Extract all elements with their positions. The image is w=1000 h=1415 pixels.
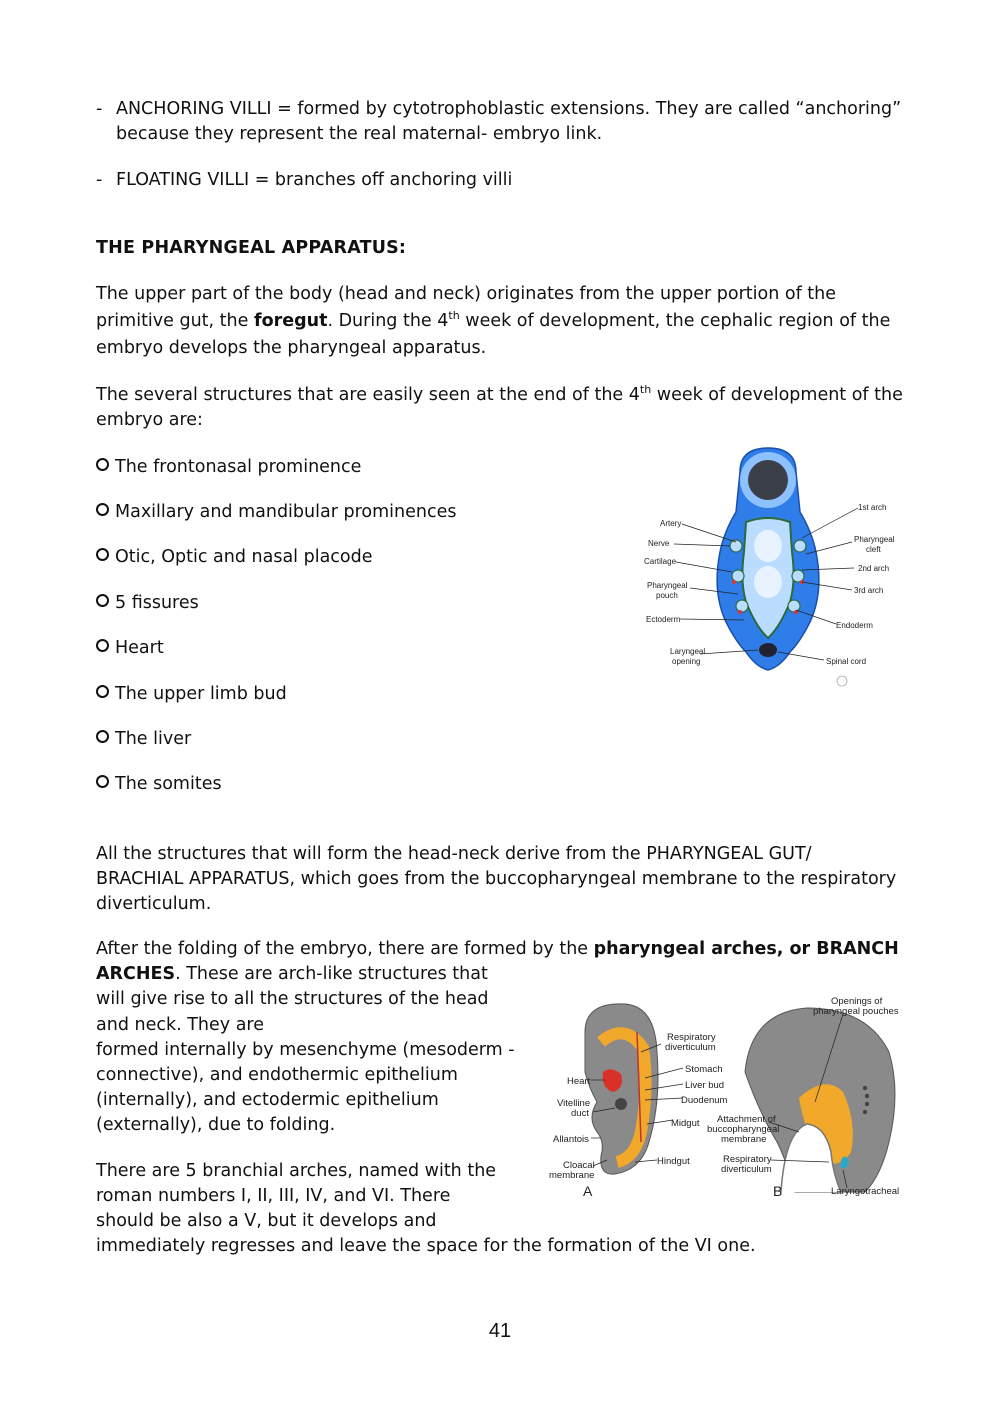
label-vitelline-2: duct bbox=[571, 1108, 589, 1119]
label-hindgut: Hindgut bbox=[657, 1156, 690, 1167]
label-openings-2: pharyngeal pouches bbox=[813, 1006, 899, 1017]
label-attachment: Attachment of bbox=[717, 1114, 776, 1125]
label-vitelline: Vitelline bbox=[557, 1098, 591, 1109]
label-liver-bud: Liver bud bbox=[685, 1080, 725, 1091]
label-respiratory-diverticulum-b: Respiratory bbox=[723, 1154, 772, 1165]
dash-marker: - bbox=[96, 170, 103, 190]
embryo-folding-figure bbox=[545, 992, 905, 1202]
p4-line8: (externally), due to folding. bbox=[96, 1115, 336, 1135]
circle-bullet-icon bbox=[96, 775, 109, 788]
label-heart: Heart bbox=[567, 1076, 591, 1087]
label-cloacal-2: membrane bbox=[549, 1170, 595, 1181]
label-laryngeal-2: opening bbox=[672, 657, 701, 666]
label-cartilage: Cartilage bbox=[644, 557, 677, 566]
p1-line2: primitive gut, the foregut. During the 4th week of development, the cephalic region of the bbox=[96, 309, 891, 331]
p5-line3: should be also a V, but it develops and bbox=[96, 1211, 437, 1231]
pharyngeal-arches-term: pharyngeal arches, or BRANCH bbox=[593, 939, 899, 959]
circle-bullet-icon bbox=[96, 685, 109, 698]
neural-lumen bbox=[748, 460, 788, 500]
bullet-item: The frontonasal prominence bbox=[96, 455, 361, 480]
bullet-item: The liver bbox=[96, 727, 191, 752]
section-heading: THE PHARYNGEAL APPARATUS: bbox=[96, 238, 407, 258]
pharyngeal-arches-diagram bbox=[640, 442, 906, 690]
label-panel-b: B bbox=[773, 1183, 783, 1199]
label-laryngeal: Laryngeal bbox=[670, 647, 706, 656]
p5-line4: immediately regresses and leave the space for the formation of the VI one. bbox=[96, 1236, 756, 1256]
pharyngeal-arches-figure bbox=[640, 442, 906, 690]
bullet-item: The somites bbox=[96, 772, 222, 797]
label-laryngotracheal: Laryngotracheal bbox=[831, 1186, 900, 1197]
circle-bullet-icon bbox=[96, 503, 109, 516]
p2-line2: embryo are: bbox=[96, 410, 203, 430]
bullet-item: Otic, Optic and nasal placode bbox=[96, 545, 373, 570]
label-cloacal: Cloacal bbox=[563, 1160, 595, 1171]
label-panel-a: A bbox=[583, 1183, 593, 1199]
p4-line3: will give rise to all the structures of the head bbox=[96, 989, 489, 1009]
label-nerve: Nerve bbox=[648, 539, 670, 548]
circle-bullet-icon bbox=[96, 730, 109, 743]
label-spinal-cord: Spinal cord bbox=[826, 657, 867, 666]
label-cleft-2: cleft bbox=[866, 545, 881, 554]
spinal-cord-shape bbox=[759, 643, 777, 657]
anchoring-villi-item bbox=[96, 97, 916, 147]
label-artery: Artery bbox=[660, 519, 682, 528]
floating-villi-text: FLOATING VILLI = branches off anchoring villi bbox=[116, 170, 513, 190]
label-cleft: Pharyngeal bbox=[854, 535, 895, 544]
label-respiratory-diverticulum-2: diverticulum bbox=[665, 1042, 716, 1053]
bullet-item: Heart bbox=[96, 636, 164, 661]
p4-line6: connective), and endothermic epithelium bbox=[96, 1065, 458, 1085]
floating-villi-item bbox=[96, 168, 916, 193]
p3-line3: diverticulum. bbox=[96, 894, 212, 914]
bullet-item: The upper limb bud bbox=[96, 682, 287, 707]
bullet-item: Maxillary and mandibular prominences bbox=[96, 500, 456, 525]
label-pharyngeal-pouch: Pharyngeal bbox=[647, 581, 688, 590]
p4-line7: (internally), and ectodermic epithelium bbox=[96, 1090, 439, 1110]
label-respiratory-diverticulum: Respiratory bbox=[667, 1032, 716, 1043]
p2-line1: The several structures that are easily seen at the end of the 4th week of development of the bbox=[96, 383, 903, 405]
circle-bullet-icon bbox=[96, 548, 109, 561]
label-duodenum: Duodenum bbox=[681, 1095, 728, 1106]
label-respiratory-diverticulum-b-2: diverticulum bbox=[721, 1164, 772, 1175]
circle-bullet-icon bbox=[96, 594, 109, 607]
p3-line2: BRACHIAL APPARATUS, which goes from the buccopharyngeal membrane to the respiratory bbox=[96, 869, 897, 889]
p4-line5: formed internally by mesenchyme (mesoderm - bbox=[96, 1040, 515, 1060]
p4-line2: ARCHES. These are arch-like structures that bbox=[96, 964, 488, 984]
p4-line1: After the folding of the embryo, there are formed by the pharyngeal arches, or BRANCH bbox=[96, 939, 899, 959]
anchoring-villi-line1: ANCHORING VILLI = formed by cytotrophoblastic extensions. They are called “anchoring” bbox=[116, 99, 902, 119]
label-arch1: 1st arch bbox=[858, 503, 887, 512]
label-endoderm: Endoderm bbox=[836, 621, 873, 630]
label-ectoderm: Ectoderm bbox=[646, 615, 681, 624]
label-midgut: Midgut bbox=[671, 1118, 700, 1129]
lumen-highlight bbox=[754, 530, 782, 562]
p5-line1: There are 5 branchial arches, named with the bbox=[96, 1161, 497, 1181]
label-allantois: Allantois bbox=[553, 1134, 589, 1145]
dash-marker: - bbox=[96, 99, 103, 119]
anchoring-villi-line2: because they represent the real maternal- embryo link. bbox=[116, 124, 603, 144]
label-arch2: 2nd arch bbox=[858, 564, 890, 573]
lumen-highlight bbox=[754, 566, 782, 598]
p5-line2: roman numbers I, II, III, IV, and VI. There bbox=[96, 1186, 451, 1206]
label-openings: Openings of bbox=[831, 996, 883, 1007]
foregut-term: foregut bbox=[253, 311, 328, 331]
label-pharyngeal-pouch-2: pouch bbox=[656, 591, 678, 600]
p3-line1: All the structures that will form the head-neck derive from the PHARYNGEAL GUT/ bbox=[96, 844, 812, 864]
label-attachment-2: buccopharyngeal bbox=[707, 1124, 780, 1135]
p1-line3: embryo develops the pharyngeal apparatus. bbox=[96, 338, 487, 358]
circle-bullet-icon bbox=[96, 639, 109, 652]
embryo-folding-diagram bbox=[545, 992, 905, 1202]
label-attachment-3: membrane bbox=[721, 1134, 767, 1145]
label-stomach: Stomach bbox=[685, 1064, 723, 1075]
p4-line4: and neck. They are bbox=[96, 1015, 264, 1035]
circle-bullet-icon bbox=[96, 458, 109, 471]
page-number: 41 bbox=[488, 1320, 512, 1342]
p1-line1: The upper part of the body (head and neck) originates from the upper portion of the bbox=[96, 284, 837, 304]
bullet-item: 5 fissures bbox=[96, 591, 199, 616]
branch-arches-term: ARCHES bbox=[96, 964, 176, 984]
label-arch3: 3rd arch bbox=[854, 586, 884, 595]
